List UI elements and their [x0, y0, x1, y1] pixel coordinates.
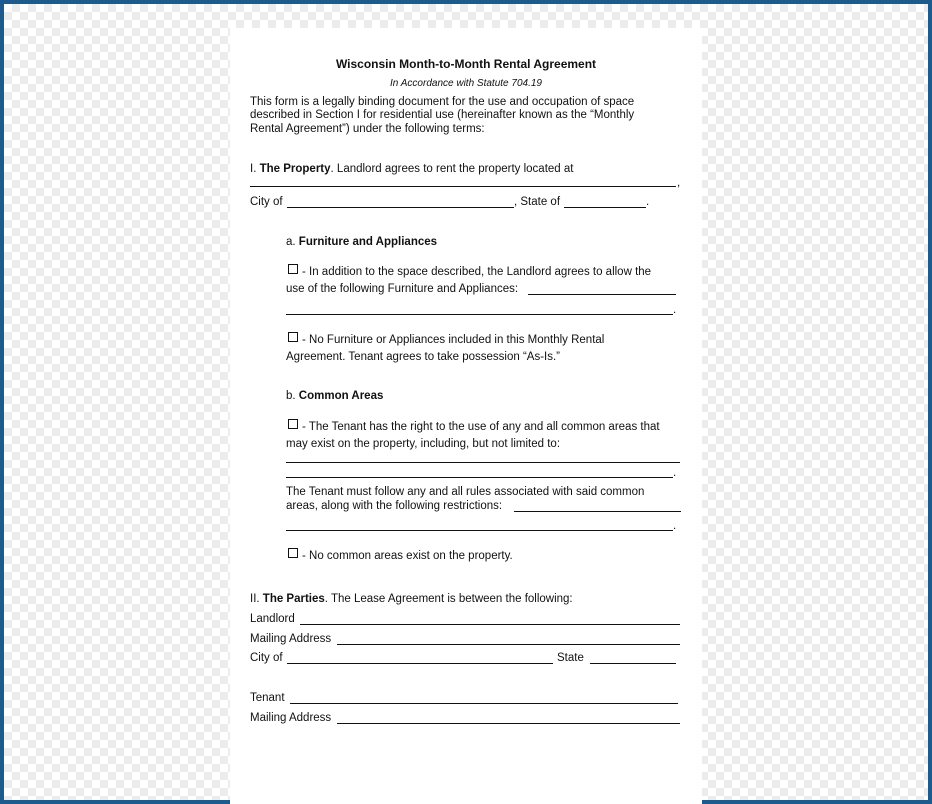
no-common-areas-checkbox[interactable] — [288, 548, 298, 558]
common-areas-list-line-2[interactable] — [286, 477, 673, 478]
landlord-mailing-line[interactable] — [337, 644, 680, 645]
furniture-included-checkbox[interactable] — [288, 264, 298, 274]
document-page — [230, 28, 702, 804]
common-areas-heading: b. Common Areas — [286, 390, 384, 402]
restrictions-line-1[interactable] — [514, 511, 681, 512]
furniture-included-line-2: use of the following Furniture and Appliances: — [286, 283, 519, 295]
section1-title: The Property — [259, 163, 331, 175]
state-label: , State of — [514, 196, 561, 208]
common-areas-line-2: may exist on the property, including, but not limited to: — [286, 438, 561, 450]
property-state-line[interactable] — [564, 207, 646, 208]
document-title: Wisconsin Month-to-Month Rental Agreement — [335, 57, 597, 71]
furniture-list-period: . — [673, 304, 677, 316]
no-furniture-line-1: - No Furniture or Appliances included in this Monthly Rental — [302, 334, 605, 346]
landlord-label: Landlord — [250, 613, 295, 625]
no-common-areas-text: - No common areas exist on the property. — [302, 550, 513, 562]
intro-line-1: This form is a legally binding document for the use and occupation of space — [250, 96, 635, 108]
intro-line-2: described in Section I for residential use (hereinafter known as the “Monthly — [250, 109, 635, 121]
landlord-city-line[interactable] — [287, 663, 553, 664]
property-city-line[interactable] — [287, 207, 514, 208]
tenant-line[interactable] — [290, 703, 678, 704]
common-areas-list-period: . — [673, 467, 677, 479]
intro-line-3: Rental Agreement”) under the following terms: — [250, 123, 485, 135]
common-areas-checkbox[interactable] — [288, 419, 298, 429]
document-subtitle: In Accordance with Statute 704.19 — [390, 78, 542, 89]
section2-title: The Parties — [262, 593, 325, 605]
city-label: City of — [250, 196, 283, 208]
furniture-heading: a. Furniture and Appliances — [286, 236, 438, 248]
section1-text: . Landlord agrees to rent the property located at — [330, 163, 574, 175]
no-furniture-line-2: Agreement. Tenant agrees to take possession “As-Is.” — [286, 351, 561, 363]
tenant-mailing-line[interactable] — [337, 723, 680, 724]
section1-heading — [250, 162, 573, 176]
property-address-comma: , — [677, 177, 681, 189]
section2-heading — [250, 592, 573, 606]
tenant-label: Tenant — [250, 692, 285, 704]
no-furniture-checkbox[interactable] — [288, 332, 298, 342]
section1-number: I. — [250, 163, 257, 175]
rules-line-2: areas, along with the following restrictions: — [286, 500, 503, 512]
furniture-list-line-2[interactable] — [286, 314, 673, 315]
property-address-line[interactable] — [250, 186, 676, 187]
section2-number: II. — [250, 593, 260, 605]
restrictions-period: . — [673, 520, 677, 532]
landlord-line[interactable] — [300, 624, 680, 625]
common-areas-list-line-1[interactable] — [286, 462, 680, 463]
common-areas-line-1: - The Tenant has the right to the use of any and all common areas that — [302, 421, 660, 433]
landlord-state-line[interactable] — [590, 663, 676, 664]
furniture-included-line-1: - In addition to the space described, the Landlord agrees to allow the — [302, 266, 652, 278]
state-period: . — [646, 196, 650, 208]
rules-line-1: The Tenant must follow any and all rules associated with said common — [286, 486, 645, 498]
landlord-city-label: City of — [250, 652, 283, 664]
furniture-list-line-1[interactable] — [528, 294, 676, 295]
section2-text: . The Lease Agreement is between the following: — [324, 593, 573, 605]
landlord-mailing-label: Mailing Address — [250, 633, 332, 645]
restrictions-line-2[interactable] — [286, 530, 673, 531]
landlord-state-label: State — [557, 652, 584, 664]
tenant-mailing-label: Mailing Address — [250, 712, 332, 724]
